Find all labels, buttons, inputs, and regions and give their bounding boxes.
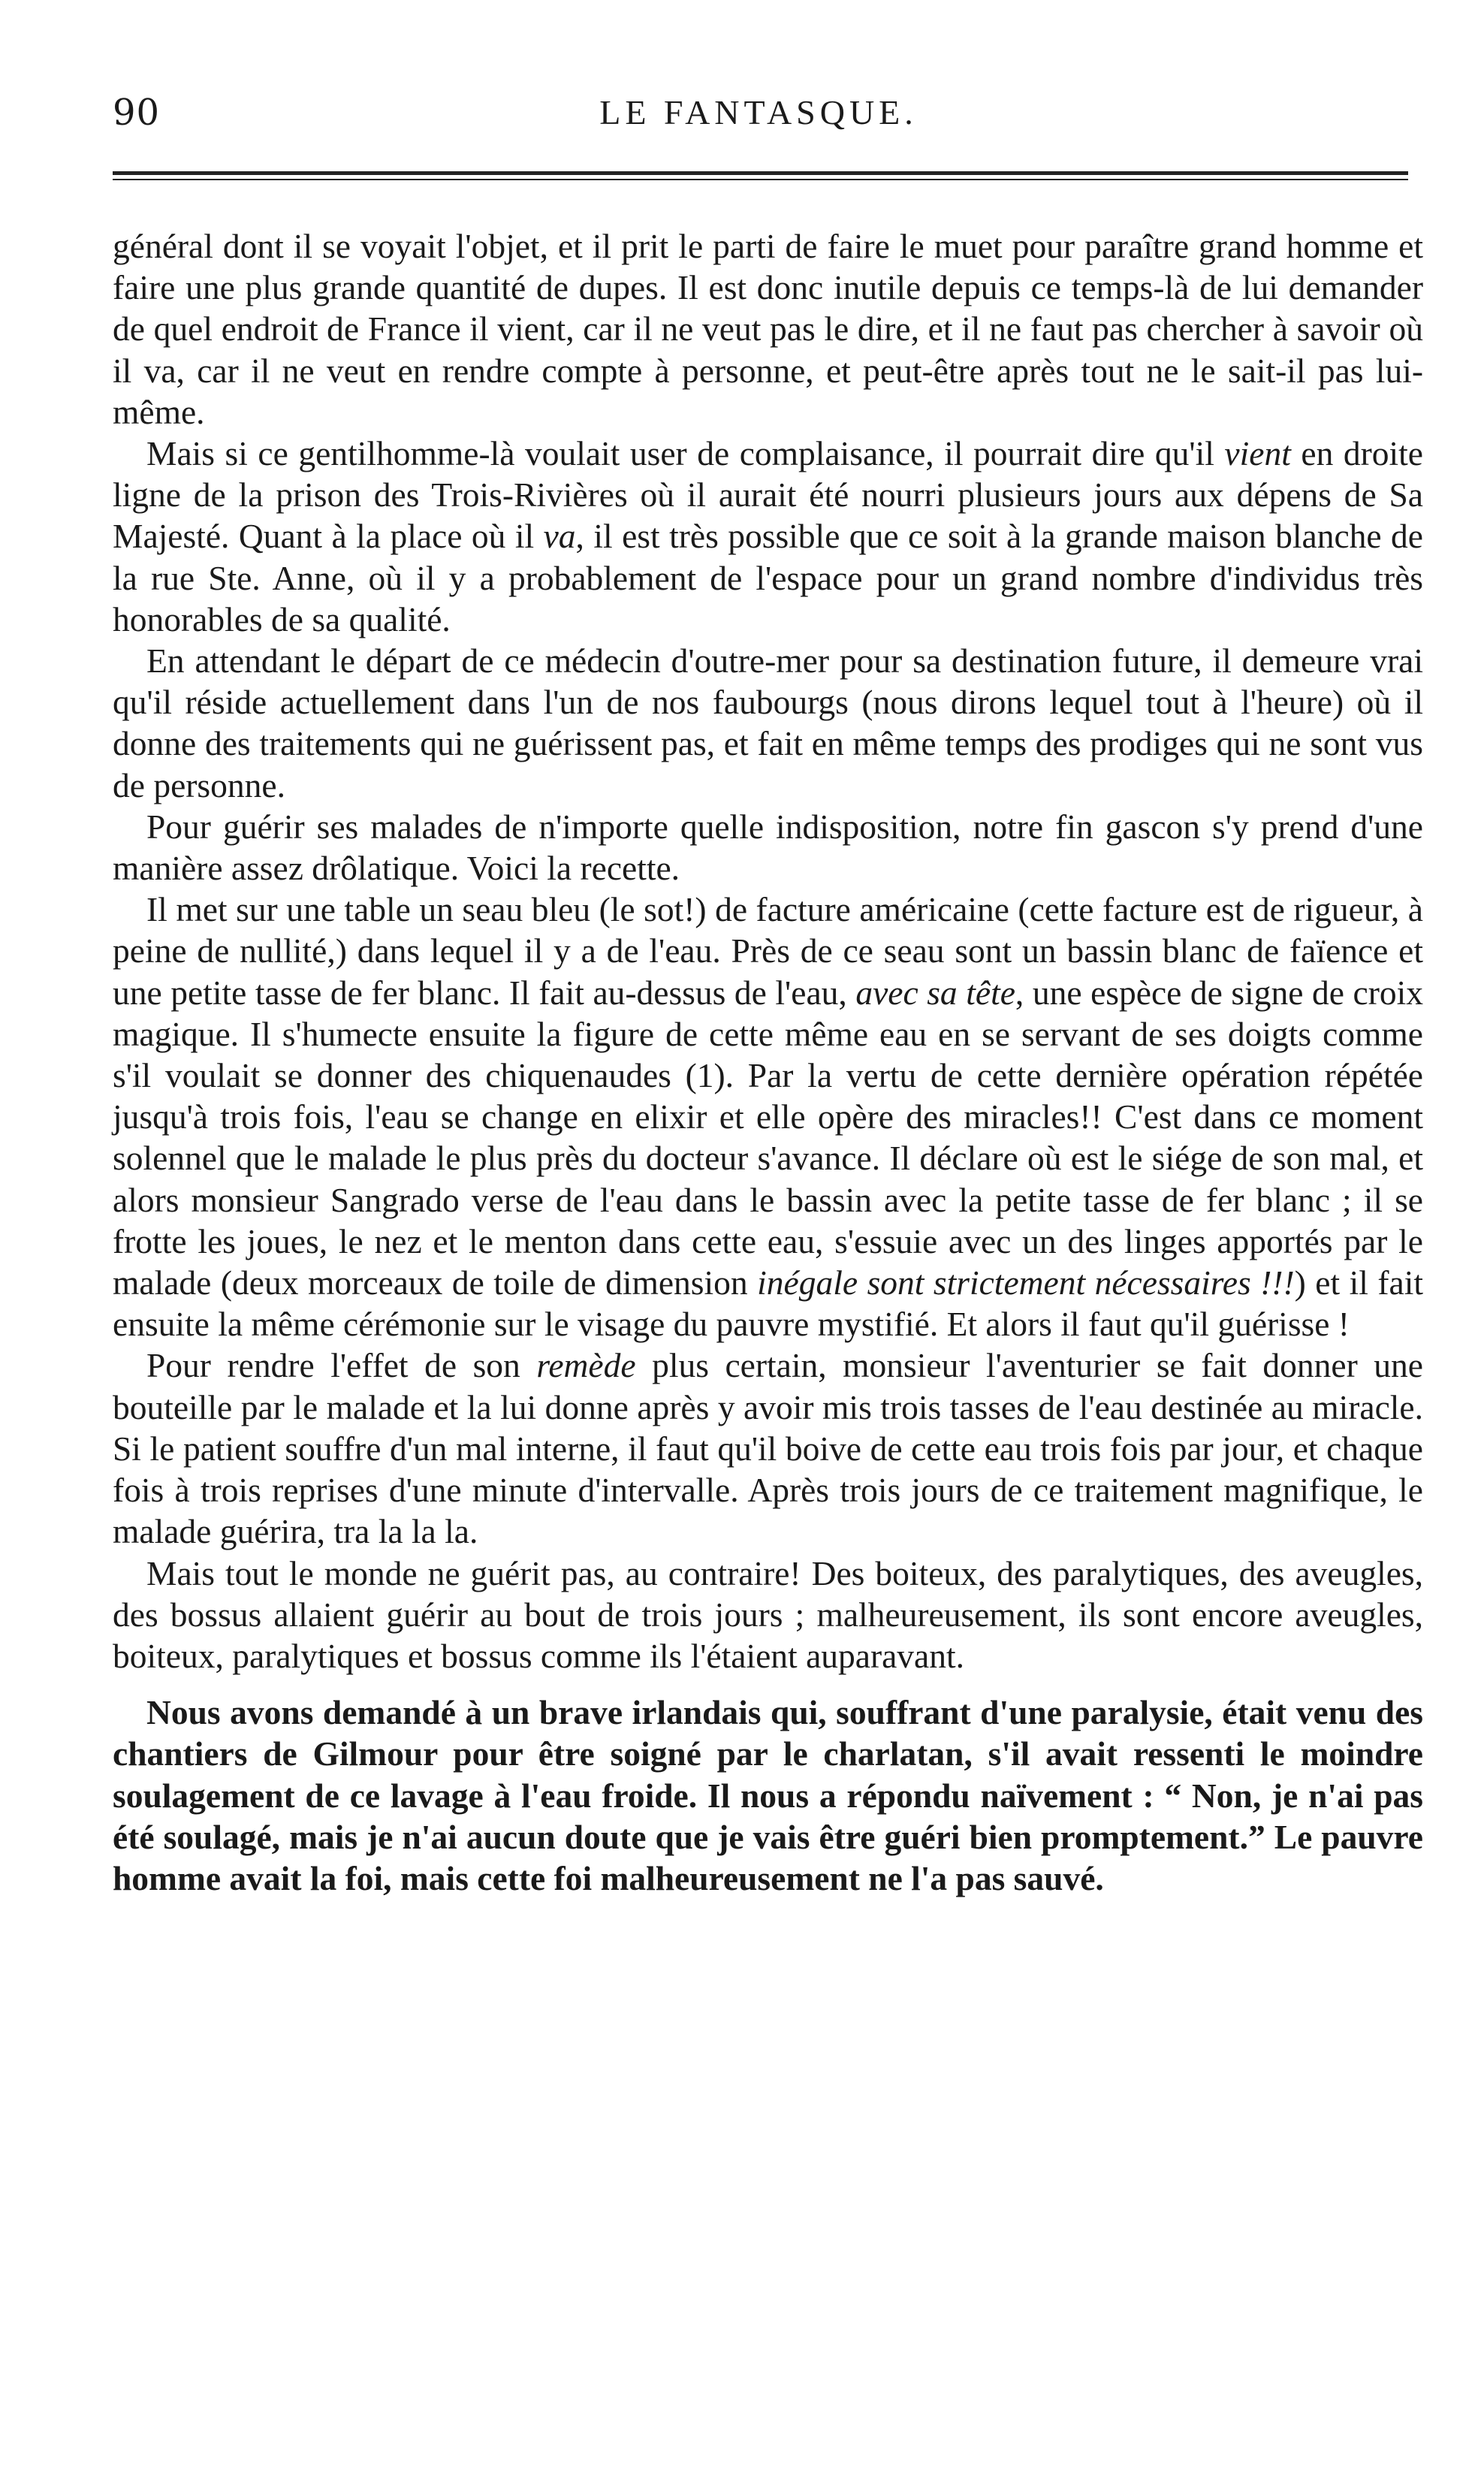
- header-rule-thin: [113, 179, 1408, 180]
- article-body: [113, 225, 1423, 1899]
- paragraph-8: Nous avons demandé à un brave irlandais qui, souffrant d'une paralysie, était venu des chantiers de Gilmour pour être soigné par le charlatan, s'il avait ressenti le moindre soulagement de ce lavage à l'eau froide. Il nous a répondu naïvement : “ Non, je n'ai pas été soulagé, mais je n'ai aucun doute que je vais être guéri bien promptement.” Le pauvre homme avait la foi, mais cette foi malheureusement ne l'a pas sauvé.: [113, 1693, 1423, 1897]
- running-title: LE FANTASQUE.: [599, 93, 918, 131]
- paragraph-1: général dont il se voyait l'objet, et il prit le parti de faire le muet pour paraître grand homme et faire une plus grande quantité de dupes. Il est donc inutile depuis ce temps-là de lui demander de quel endroit de France il vient, car il ne veut pas le dire, et il ne faut pas chercher à savoir où il va, car il ne veut en rendre compte à personne, et peut-être après tout ne le sait-il pas lui-même.: [113, 227, 1423, 431]
- italic-vient: vient: [1224, 434, 1291, 473]
- paragraph-2-text-a: Mais si ce gentilhomme-là voulait user de complaisance, il pourrait dire qu'il: [146, 434, 1225, 473]
- paragraph-5-text-b: , une espèce de signe de croix magique. Il s'humecte ensuite la figure de cette même eau en se servant de ses doigts comme s'il voulait se donner des chiquenaudes (1). Par la vertu de cette dernière opération répétée jusqu'à trois fois, l'eau se change en elixir et elle opère des miracles!! C'est dans ce moment solennel que le malade le plus près du docteur s'avance. Il déclare où est le siége de son mal, et alors monsieur Sangrado verse de l'eau dans le bassin avec la petite tasse de fer blanc ; il se frotte les joues, le nez et le menton dans cette eau, s'essuie avec un des linges apportés par le malade (deux morceaux de toile de dimension: [113, 973, 1423, 1302]
- page-number: 90: [113, 92, 161, 134]
- italic-inegale: inégale sont strictement nécessaires !!!: [757, 1263, 1295, 1302]
- paragraph-5-text-c: ) et il fait ensuite la même cérémonie sur le visage du pauvre mystifié. Et alors il faut qu'il guérisse !: [113, 1263, 1423, 1344]
- paragraph-6: [113, 1345, 1423, 1552]
- paragraph-4: Pour guérir ses malades de n'importe quelle indisposition, notre fin gascon s'y prend d'une manière assez drôlatique. Voici la recette.: [113, 807, 1423, 888]
- paragraph-2: [113, 433, 1423, 640]
- italic-va: va: [543, 517, 576, 556]
- page-header: [113, 90, 1404, 150]
- header-rule-thick: [113, 171, 1408, 175]
- paragraph-6-text-b: plus certain, monsieur l'aventurier se fait donner une bouteille par le malade et la lui donne après y avoir mis trois tasses de l'eau destinée au miracle. Si le patient souffre d'un mal interne, il faut qu'il boive de cette eau trois fois par jour, et chaque fois à trois reprises d'une minute d'intervalle. Après trois jours de ce traitement magnifique, le malade guérira, tra la la la.: [113, 1346, 1424, 1551]
- paragraph-3: En attendant le départ de ce médecin d'outre-mer pour sa destination future, il demeure vrai qu'il réside actuellement dans l'un de nos faubourgs (nous dirons lequel tout à l'heure) où il donne des traitements qui ne guérissent pas, et fait en même temps des prodiges qui ne sont vus de personne.: [113, 641, 1423, 804]
- paragraph-5: [113, 889, 1423, 1345]
- paragraph-6-text-a: Pour rendre l'effet de son: [146, 1346, 537, 1385]
- italic-avec-sa-tete: avec sa tête: [855, 973, 1015, 1012]
- paragraph-2-text-c: , il est très possible que ce soit à la grande maison blanche de la rue Ste. Anne, où il y a probablement de l'espace pour un grand nombre d'individus très honorables de sa qualité.: [113, 517, 1423, 638]
- paragraph-7: Mais tout le monde ne guérit pas, au contraire! Des boiteux, des paralytiques, des aveugles, des bossus allaient guérir au bout de trois jours ; malheureusement, ils sont encore aveugles, boiteux, paralytiques et bossus comme ils l'étaient auparavant.: [113, 1553, 1423, 1675]
- paragraph-2-text-b: en droite ligne de la prison des Trois-Rivières où il aurait été nourri plusieurs jours aux dépens de Sa Majesté. Quant à la place où il: [113, 434, 1423, 556]
- paragraph-5-text-a: Il met sur une table un seau bleu (le sot!) de facture américaine (cette facture est de rigueur, à peine de nullité,) dans lequel il y a de l'eau. Près de ce seau sont un bassin blanc de faïence et une petite tasse de fer blanc. Il fait au-dessus de l'eau,: [113, 890, 1423, 1012]
- italic-remede: remède: [536, 1346, 636, 1385]
